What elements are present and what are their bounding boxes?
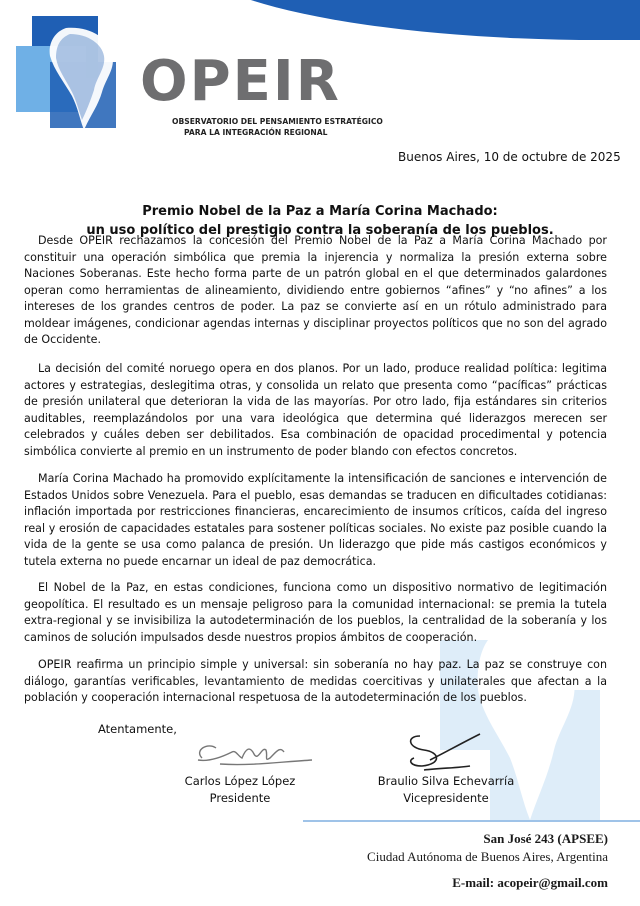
closing-salutation: Atentamente,	[98, 722, 177, 736]
footer-divider	[303, 820, 640, 822]
signer-1-name: Carlos López López	[184, 774, 296, 788]
footer-email[interactable]: E-mail: acopeir@gmail.com	[452, 875, 608, 890]
signature-block-2	[376, 773, 516, 807]
logo-subtitle-line-1: OBSERVATORIO DEL PENSAMIENTO ESTRATÉGICO	[172, 117, 383, 126]
logo-subtitle-line-2: PARA LA INTEGRACIÓN REGIONAL	[184, 128, 328, 137]
paragraph-1: Desde OPEIR rechazamos la concesión del Premio Nobel de la Paz a María Corina Machado por constituir una operación simbólica que premia la injerencia y normaliza la presión externa sobre Naciones Soberanas. Este hecho forma parte de un patrón global en el que determinados galardones operan como herramientas de alineamiento, dividiendo entre gobiernos “afines” y “no afines” a los intereses de los grandes centros de poder. La paz se convierte así en un rótulo administrado para moldear imágenes, condicionar agendas internas y disciplinar proyectos políticos que no son del agrado de Occidente.	[24, 234, 607, 346]
footer-address: San José 243 (APSEE)	[483, 831, 608, 846]
signature-block-1	[180, 773, 300, 807]
paragraph-2: La decisión del comité noruego opera en dos planos. Por un lado, produce realidad política: legitima actores y estrategias, deslegitima otras, y consolida un relato que presenta como “pacíficas” prácticas de presión unilateral que deterioran la vida de las mayorías. Por otro lado, fija estándares sin criterios auditables, reemplazándolos por una vara ideológica que determina qué liderazgos merecen ser celebrados y cuáles deben ser debilitados. Esa combinación de opacidad procedimental y potencia simbólica convierte al premio en un instrumento de poder blando con efectos concretos.	[24, 362, 607, 458]
document-date: Buenos Aires, 10 de octubre de 2025	[398, 150, 621, 164]
footer-contact	[367, 830, 608, 892]
logo-wordmark: OPEIR	[140, 49, 341, 114]
footer-city: Ciudad Autónoma de Buenos Aires, Argentina	[367, 849, 608, 864]
logo-subtitle	[172, 116, 383, 138]
opeir-logo-map-icon	[10, 8, 136, 136]
paragraph-3: María Corina Machado ha promovido explícitamente la intensificación de sanciones e intervención de Estados Unidos sobre Venezuela. Para el pueblo, esas demandas se traducen en dificultades cotidianas: inflación importada por restricciones financieras, encarecimiento de insumos críticos, caída del ingreso real y erosión de capacidades estatales para sostener políticas sociales. No existe paz posible cuando la vida de la gente se usa como palanca de presión. Un liderazgo que pide más castigos económicos y tutela externa no puede encarnar un ideal de paz democrática.	[24, 472, 607, 568]
paragraph-4: El Nobel de la Paz, en estas condiciones, funciona como un dispositivo normativo de legitimación geopolítica. El resultado es un mensaje peligroso para la comunidad internacional: se premia la tutela extra-regional y se invisibiliza la autodeterminación de los pueblos, la centralidad de la soberanía y los caminos de solución impulsados desde nuestros propios ámbitos de cooperación.	[24, 581, 607, 644]
header-corner-decoration	[180, 0, 640, 40]
signer-2-name: Braulio Silva Echevarría	[377, 774, 515, 788]
signature-2-image	[400, 724, 490, 780]
paragraph-5: OPEIR reafirma un principio simple y universal: sin soberanía no hay paz. La paz se construye con diálogo, garantías verificables, levantamiento de medidas coercitivas y unilaterales que afectan a la población y cooperación internacional respetuosa de la autodeterminación de los pueblos.	[24, 658, 607, 704]
signature-1-image	[180, 728, 320, 776]
title-line-2: un uso político del prestigio contra la soberanía de los pueblos.	[86, 223, 554, 238]
title-line-1: Premio Nobel de la Paz a María Corina Machado:	[142, 204, 498, 219]
signer-2-role: Vicepresidente	[403, 791, 489, 805]
signer-1-role: Presidente	[209, 791, 271, 805]
